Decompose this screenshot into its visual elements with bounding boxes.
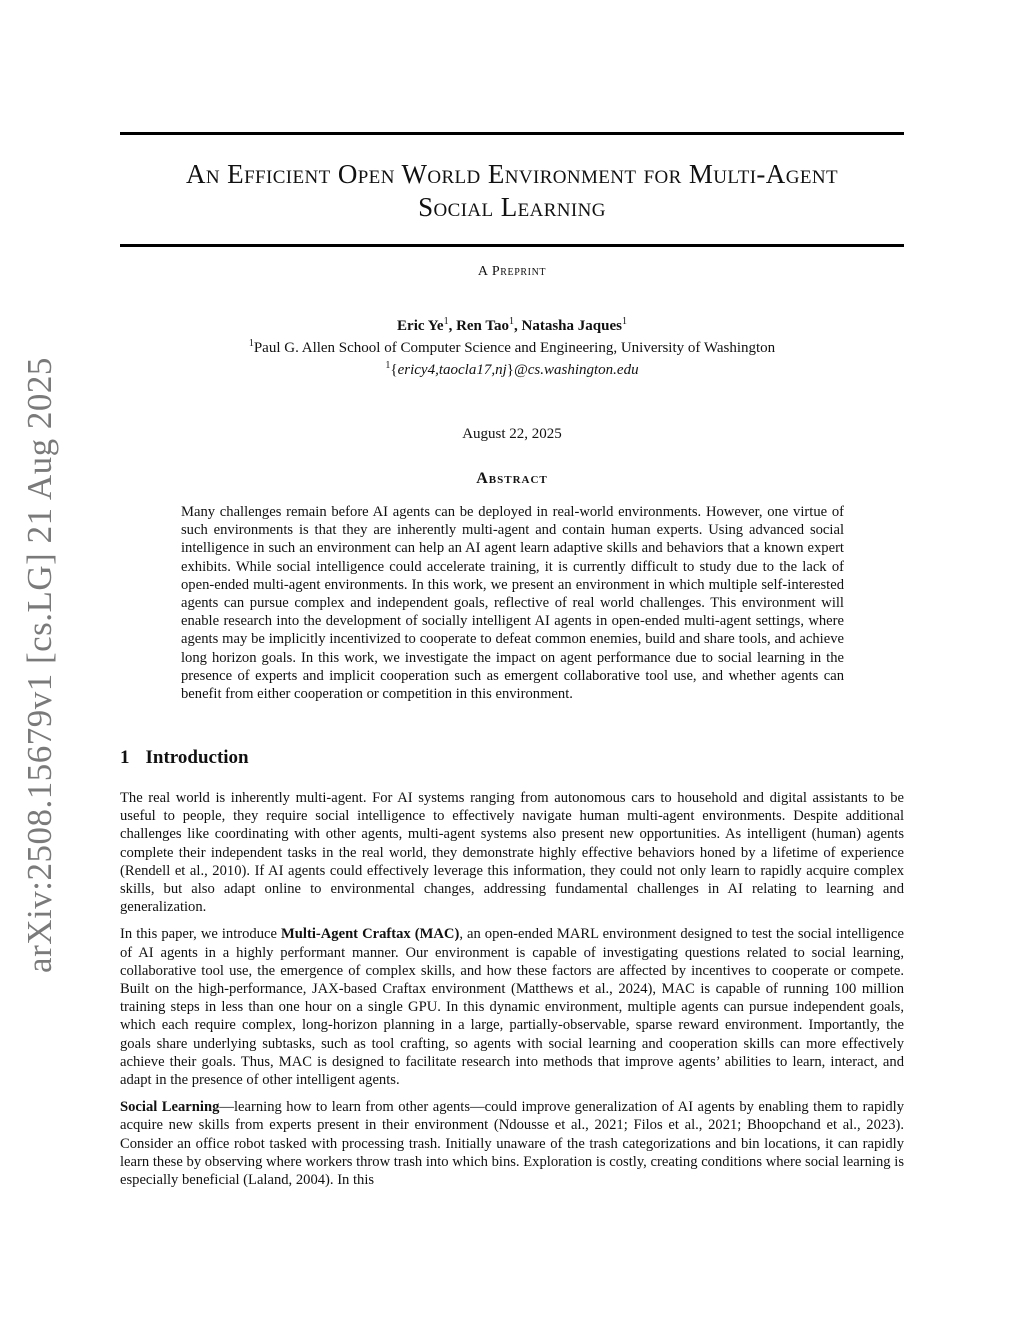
paragraph-text: In this paper, we introduce (120, 926, 282, 943)
introduction-body (120, 789, 904, 1198)
author-affil-marker: 1 (509, 316, 515, 327)
author-affil-marker: 1 (621, 316, 627, 327)
preprint-label: A Preprint (477, 264, 547, 279)
author-emails (120, 357, 904, 379)
author-name: Eric Ye (397, 318, 444, 334)
author-separator: , (448, 318, 457, 334)
section-heading (120, 747, 249, 769)
affiliation-marker: 1 (248, 338, 254, 349)
arxiv-identifier (10, 357, 70, 973)
email-marker: 1 (385, 360, 391, 371)
emphasis-term: Multi-Agent Craftax (MAC) (281, 926, 460, 943)
publication-date: August 22, 2025 (462, 426, 562, 442)
author-affil-marker: 1 (443, 316, 449, 327)
affiliation (120, 335, 904, 357)
author-name: Natasha Jaques (521, 318, 622, 334)
email-brace-open: { (390, 362, 398, 378)
paper-title (120, 158, 904, 224)
paper-title-line-1: An Efficient Open World Environment for Multi-Agent (186, 159, 838, 189)
author-block (120, 313, 904, 379)
title-rule-bottom (120, 244, 904, 247)
paragraph (120, 925, 904, 1089)
paragraph (120, 1098, 904, 1189)
email-brace-close: } (506, 362, 514, 378)
paragraph-text: , an open-ended MARL environment designed to test the social intelligence of AI agents in a highly performant manner. Our environment is capable of investigating questions related to social learning, collaborative tool use, the emergence of complex skills, and how these factors are affected by incentives to cooperate or compete. Built on the high-performance, JAX-based Craftax environment (Matthews et al., 2024), MAC is capable of running 100 million training steps in less than one hour on a single GPU. In this dynamic environment, multiple agents can pursue independent goals, which each require complex, long-horizon planning in a large, partially-observable, sparse reward environment. Importantly, the goals share underlying subtasks, such as tool crafting, so agents with social learning and cooperation skills can more effectively achieve their goals. Thus, MAC is designed to facilitate research into methods that improve agents’ abilities to learn, interact, and adapt in the presence of other intelligent agents. (120, 926, 904, 1089)
section-number: 1 (120, 747, 130, 768)
author-names (120, 313, 904, 335)
abstract-text: Many challenges remain before AI agents can be deployed in real-world environments. However, one virtue of such environments is that they are inherently multi-agent and contain human experts. Using advanced social intelligence in such an environment can help an AI agent learn adaptive skills and behaviors that a known expert exhibits. While social intelligence could accelerate training, it is currently difficult to study due to the lack of open-ended multi-agent environments. In this work, we present an environment in which multiple self-interested agents can pursue complex and independent goals, reflective of real world challenges. This environment will enable research into the development of socially intelligent AI agents in open-ended multi-agent settings, where agents may be implicitly incentivized to cooperate to defeat common enemies, build and share tools, and achieve long horizon goals. In this work, we investigate the impact on agent performance due to social learning in the presence of experts and implicit cooperation such as emergent collaborative tool use, and whether agents can benefit from either cooperation or competition in this environment. (181, 504, 844, 703)
author-separator: , (514, 318, 522, 334)
author-name: Ren Tao (456, 318, 510, 334)
paragraph: The real world is inherently multi-agent. For AI systems ranging from autonomous cars to household and digital assistants to be useful to people, they require social intelligence to effectively navigate human multi-agent environments. Despite additional challenges like coordinating with other agents, multi-agent systems also present new opportunities. As intelligent (human) agents complete their independent tasks in the real world, they demonstrate highly effective behaviors honed by a lifetime of experience (Rendell et al., 2010). If AI agents could effectively leverage this information, they could not only learn to rapidly acquire complex skills, but also adapt online to environmental changes, addressing fundamental challenges in AI relating to learning and generalization. (120, 790, 904, 916)
affiliation-text: Paul G. Allen School of Computer Science and Engineering, University of Washington (253, 340, 776, 356)
emphasis-term: Social Learning (120, 1099, 220, 1116)
email-users: ericy4,taocla17,nj (397, 362, 507, 378)
section-title: Introduction (145, 747, 249, 768)
arxiv-identifier-text: arXiv:2508.15679v1 [cs.LG] 21 Aug 2025 (20, 357, 59, 973)
paper-title-line-2: Social Learning (418, 192, 606, 222)
email-domain: @cs.washington.edu (513, 362, 639, 378)
paragraph-text: —learning how to learn from other agents—could improve generalization of AI agents by enabling them to rapidly acquire new skills from experts present in their environment (Ndousse et al., 2021; Filos et al., 2021; Bhoopchand et al., 2023). Consider an office robot tasked with processing trash. Initially unaware of the trash categorizations and bin locations, it can rapidly learn these by observing where workers throw trash into which bins. Exploration is costly, creating conditions where social learning is especially beneficial (Laland, 2004). In this (120, 1099, 905, 1189)
title-rule-top (120, 132, 904, 135)
abstract-heading: Abstract (476, 470, 548, 487)
